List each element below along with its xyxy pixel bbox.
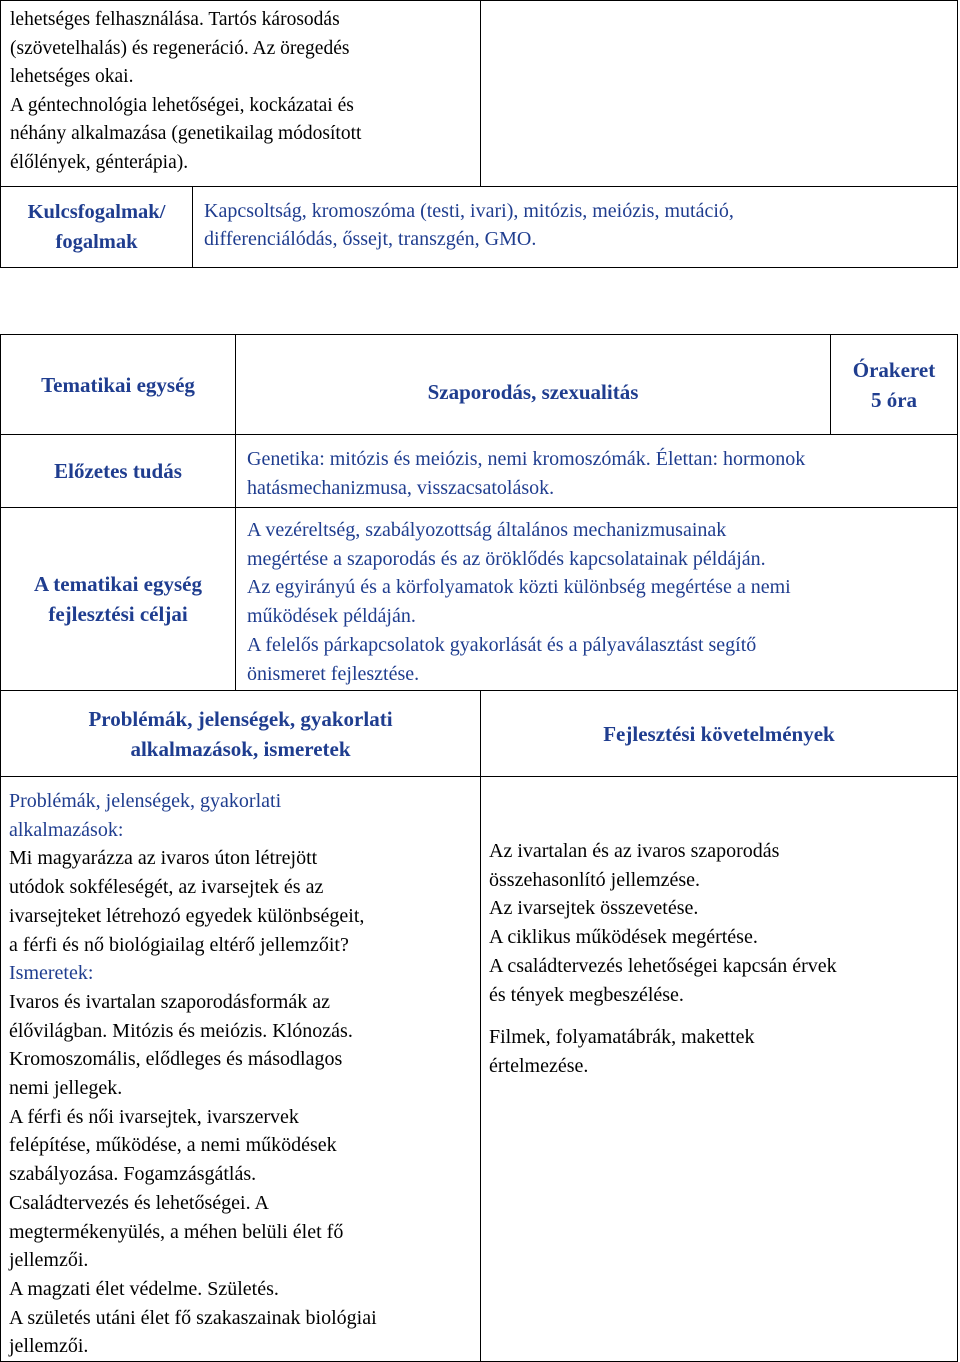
requirement-line: összehasonlító jellemzése. (489, 868, 701, 891)
requirement-line: Az ivartalan és az ivaros szaporodás (489, 840, 780, 862)
kulcsfogalmak-label-line: fogalmak (55, 230, 138, 253)
problemak-subheading: Problémák, jelenségek, gyakorlati (9, 790, 282, 812)
problemak-subheading: alkalmazások: (9, 818, 124, 841)
kulcsfogalmak-label-line: Kulcsfogalmak/ (27, 200, 166, 223)
continued-line: lehetséges okai. (10, 66, 134, 88)
kulcsfogalmak-line: Kapcsoltság, kromoszóma (testi, ivari), mitózis, meiózis, mutáció, (204, 199, 734, 222)
kulcsfogalmak-label-cell (1, 186, 193, 267)
requirement-line: Az ivarsejtek összevetése. (489, 897, 699, 920)
ismeretek-line: felépítése, működése, a nemi működések (9, 1134, 337, 1157)
requirement-line: A ciklikus működések megértése. (489, 926, 758, 949)
elozetes-line: Genetika: mitózis és meiózis, nemi kromoszómák. Élettan: hormonok (247, 448, 806, 470)
ismeretek-line: Ivaros és ivartalan szaporodásformák az (9, 990, 330, 1013)
ismeretek-line: A férfi és női ivarsejtek, ivarszervek (9, 1105, 299, 1128)
orakeret-value: 5 óra (870, 387, 918, 412)
elozetes-content-cell (236, 435, 958, 508)
continued-line: élőlények, génterápia). (10, 151, 189, 173)
requirement-line: és tények megbeszélése. (489, 983, 684, 1006)
fejlesztesi-header: Fejlesztési követelmények (603, 721, 835, 746)
problemak-header (1, 704, 480, 764)
empty-cell (481, 1, 958, 187)
tematikai-label-cell (1, 335, 236, 435)
media-line: értelmezése. (489, 1054, 589, 1077)
ismeretek-line: A születés utáni élet fő szakaszainak biológiai (9, 1306, 377, 1329)
left-content-cell (1, 777, 481, 1362)
elozetes-label-cell (1, 435, 236, 508)
orakeret-label: Órakeret (852, 357, 936, 382)
problemak-header-line: alkalmazások, ismeretek (130, 736, 351, 761)
unit-title: Szaporodás, szexualitás (427, 379, 639, 404)
celjai-line: megértése a szaporodás és az öröklődés kapcsolatainak példáján. (247, 547, 766, 570)
kulcsfogalmak-content-cell (193, 186, 958, 267)
ismeretek-subheading: Ismeretek: (9, 962, 94, 985)
celjai-content-cell (236, 508, 958, 691)
problemak-line: utódok sokféleségét, az ivarsejtek és az (9, 876, 324, 899)
kulcsfogalmak-label (1, 187, 192, 267)
kulcsfogalmak-text (193, 187, 957, 254)
kulcsfogalmak-line: differenciálódás, őssejt, transzgén, GMO. (204, 228, 537, 251)
elozetes-line: hatásmechanizmusa, visszacsatolások. (247, 476, 555, 499)
problemak-header-line: Problémák, jelenségek, gyakorlati (88, 706, 393, 731)
continued-line: A géntechnológia lehetőségei, kockázatai és (10, 94, 354, 116)
celjai-line: önismeret fejlesztése. (247, 662, 420, 685)
celjai-label-line: A tematikai egység (34, 572, 202, 596)
media-line: Filmek, folyamatábrák, makettek (489, 1026, 755, 1049)
celjai-line: működések példáján. (247, 605, 416, 628)
celjai-label-cell (1, 508, 236, 691)
requirement-line: A családtervezés lehetőségei kapcsán érvek (489, 954, 837, 977)
left-content (1, 777, 480, 1361)
continued-content (1, 1, 480, 186)
unit-table (0, 334, 958, 1362)
problemak-line: Mi magyarázza az ivaros úton létrejött (9, 847, 318, 870)
problemak-line: ivarsejteket létrehozó egyedek különbségeit, (9, 904, 365, 927)
celjai-line: A felelős párkapcsolatok gyakorlását és a pályaválasztást segítő (247, 633, 757, 656)
celjai-content (236, 508, 957, 688)
ismeretek-line: megtermékenyülés, a méhen belüli élet fő (9, 1220, 344, 1243)
unit-title-cell (236, 335, 831, 435)
previous-unit-table (0, 0, 958, 268)
problemak-header-cell (1, 691, 481, 777)
celjai-label-line: fejlesztési céljai (48, 602, 188, 626)
ismeretek-line: jellemzői. (9, 1335, 89, 1358)
ismeretek-line: Kromoszomális, elődleges és másodlagos (9, 1048, 343, 1071)
ismeretek-line: Családtervezés és lehetőségei. A (9, 1191, 269, 1214)
ismeretek-line: szabályozása. Fogamzásgátlás. (9, 1163, 257, 1186)
continued-line: (szövetelhalás) és regeneráció. Az öregedés (10, 37, 350, 59)
ismeretek-line: nemi jellegek. (9, 1077, 123, 1100)
ismeretek-line: jellemzői. (9, 1249, 89, 1272)
continued-line: lehetséges felhasználása. Tartós károsodás (10, 9, 340, 30)
orakeret-cell (831, 335, 958, 435)
elozetes-label: Előzetes tudás (54, 459, 182, 483)
ismeretek-line: A magzati élet védelme. Születés. (9, 1277, 279, 1300)
right-content-cell (481, 777, 958, 1362)
continued-line: néhány alkalmazása (genetikailag módosított (10, 123, 362, 145)
celjai-label (1, 569, 235, 629)
tematikai-label: Tematikai egység (41, 372, 195, 397)
continued-content-cell (1, 1, 481, 187)
elozetes-content (236, 435, 957, 502)
right-content (481, 777, 957, 1081)
celjai-line: A vezéreltség, szabályozottság általános mechanizmusainak (247, 519, 727, 541)
spacer (489, 1009, 957, 1023)
fejlesztesi-header-cell (481, 691, 958, 777)
problemak-line: a férfi és nő biológiailag eltérő jellemzőit? (9, 933, 349, 956)
celjai-line: Az egyirányú és a körfolyamatok közti különbség megértése a nemi (247, 576, 791, 599)
ismeretek-line: élővilágban. Mitózis és meiózis. Klónozás. (9, 1019, 353, 1042)
